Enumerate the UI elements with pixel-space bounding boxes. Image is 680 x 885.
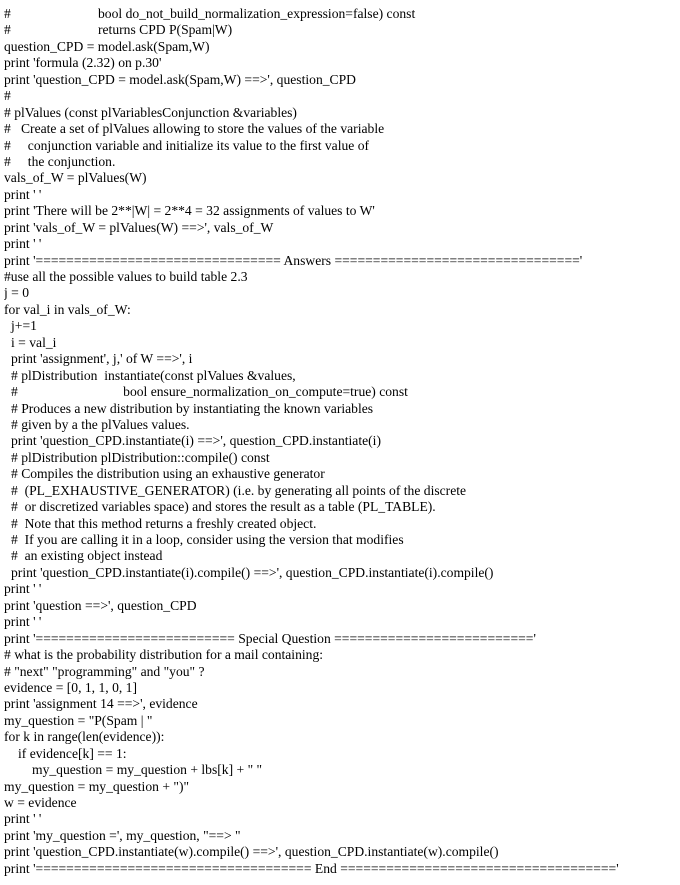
code-line: # Compiles the distribution using an exhaustive generator bbox=[11, 466, 325, 482]
code-line: print 'vals_of_W = plValues(W) ==>', vals_of_W bbox=[4, 219, 274, 235]
comment-marker: # bbox=[4, 6, 11, 21]
code-line: # bool ensure_normalization_on_compute=true) const bbox=[11, 384, 408, 400]
code-line: print ' ' bbox=[4, 236, 42, 252]
code-line: print ' ' bbox=[4, 614, 42, 630]
code-line: print 'question ==>', question_CPD bbox=[4, 597, 197, 613]
code-line: #use all the possible values to build table 2.3 bbox=[4, 269, 248, 284]
code-line: # Produces a new distribution by instantiating the known variables bbox=[11, 400, 374, 416]
code-line: # the conjunction. bbox=[4, 153, 116, 169]
code-line: my_question = my_question + ")" bbox=[4, 778, 190, 794]
code-line: vals_of_W = plValues(W) bbox=[4, 170, 147, 186]
code-line: # or discretized variables space) and stores the result as a table (PL_TABLE). bbox=[11, 499, 436, 515]
code-line: print 'my_question =', my_question, "==> " bbox=[4, 827, 241, 843]
code-line: print '==================================== End ====================================' bbox=[4, 860, 619, 876]
code-line: if evidence[k] == 1: bbox=[18, 745, 127, 761]
code-line: print 'There will be 2**|W| = 2**4 = 32 assignments of values to W' bbox=[4, 203, 375, 219]
code-line: i = val_i bbox=[11, 334, 57, 350]
code-line-text: bool do_not_build_normalization_expression=false) const bbox=[98, 6, 416, 21]
code-line: # an existing object instead bbox=[11, 548, 163, 564]
code-line: # If you are calling it in a loop, consider using the version that modifies bbox=[11, 532, 404, 547]
code-line: # plValues (const plVariablesConjunction &variables) bbox=[4, 104, 297, 120]
code-line: print 'assignment 14 ==>', evidence bbox=[4, 696, 198, 712]
code-line: # conjunction variable and initialize its value to the first value of bbox=[4, 137, 370, 153]
code-line: print 'assignment', j,' of W ==>', i bbox=[11, 351, 193, 367]
code-line: # bbox=[4, 88, 11, 104]
code-line: j = 0 bbox=[4, 285, 30, 301]
code-listing bbox=[4, 6, 676, 877]
code-line: evidence = [0, 1, 1, 0, 1] bbox=[4, 679, 137, 695]
code-line: print ' ' bbox=[4, 811, 42, 827]
code-line: question_CPD = model.ask(Spam,W) bbox=[4, 38, 210, 54]
code-line: print '========================== Special Question ==========================' bbox=[4, 630, 536, 646]
code-line: for val_i in vals_of_W: bbox=[4, 301, 131, 317]
code-line: print 'question_CPD.instantiate(w).compile() ==>', question_CPD.instantiate(w).compile() bbox=[4, 844, 499, 860]
code-line: # (PL_EXHAUSTIVE_GENERATOR) (i.e. by generating all points of the discrete bbox=[11, 482, 467, 498]
code-line: print '================================ Answers ================================' bbox=[4, 252, 583, 268]
code-line-text: returns CPD P(Spam|W) bbox=[98, 22, 233, 38]
code-line: # plDistribution plDistribution::compile() const bbox=[11, 449, 270, 465]
code-line: print 'question_CPD.instantiate(i).compile() ==>', question_CPD.instantiate(i).compile() bbox=[11, 564, 494, 580]
code-line: # what is the probability distribution for a mail containing: bbox=[4, 647, 324, 663]
code-line: print 'question_CPD.instantiate(i) ==>', question_CPD.instantiate(i) bbox=[11, 433, 381, 449]
code-line: for k in range(len(evidence)): bbox=[4, 729, 165, 745]
code-line: # Note that this method returns a freshly created object. bbox=[11, 515, 317, 531]
code-line: # plDistribution instantiate(const plValues &values, bbox=[11, 367, 296, 383]
comment-marker: # bbox=[4, 22, 11, 38]
code-line: my_question = "P(Spam | " bbox=[4, 712, 153, 728]
code-line: print ' ' bbox=[4, 581, 42, 597]
code-line: # given by a the plValues values. bbox=[11, 416, 190, 432]
code-line bbox=[4, 6, 676, 22]
code-line: print 'question_CPD = model.ask(Spam,W) ==>', question_CPD bbox=[4, 71, 356, 87]
code-line bbox=[4, 22, 676, 38]
code-line: j+=1 bbox=[11, 318, 37, 334]
code-line: my_question = my_question + lbs[k] + " " bbox=[32, 762, 263, 778]
code-line: # Create a set of plValues allowing to store the values of the variable bbox=[4, 121, 385, 137]
code-line: # "next" "programming" and "you" ? bbox=[4, 663, 205, 679]
code-line: print 'formula (2.32) on p.30' bbox=[4, 55, 162, 71]
code-line: w = evidence bbox=[4, 795, 77, 810]
code-line: print ' ' bbox=[4, 186, 42, 202]
